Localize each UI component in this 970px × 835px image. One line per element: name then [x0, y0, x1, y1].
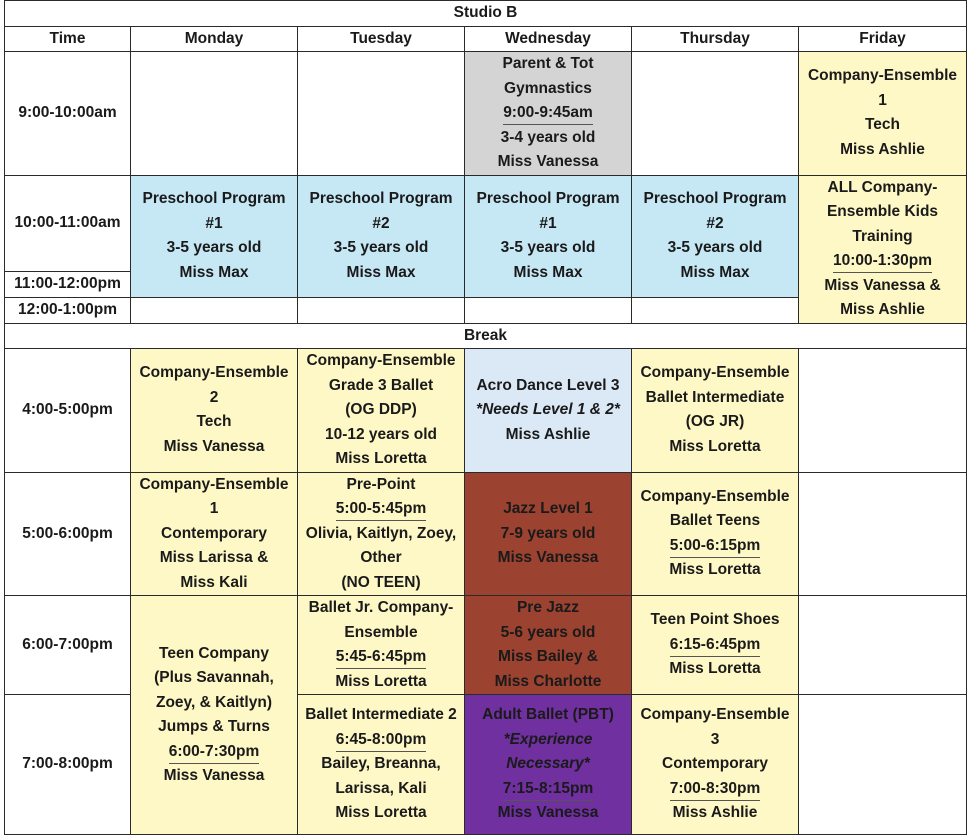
class-line: Company-Ensemble	[640, 706, 790, 724]
class-adult-ballet	[465, 695, 632, 835]
time-cell: 11:00-12:00pm	[5, 272, 131, 298]
class-line: 7-9 years old	[500, 524, 596, 542]
class-line: Parent & Tot	[502, 55, 594, 72]
header-time: Time	[5, 26, 131, 52]
class-line: 10-12 years old	[324, 425, 437, 443]
class-line: Teen Point Shoes	[650, 611, 780, 629]
class-line: Miss Vanessa	[163, 767, 265, 784]
class-contemporary	[131, 472, 298, 596]
class-line: Company-Ensemble	[139, 364, 289, 382]
class-line: Miss Vanessa	[497, 549, 599, 566]
class-line: #1	[539, 214, 557, 232]
class-ballet-teens	[632, 472, 799, 596]
schedule-title: Studio B	[5, 1, 967, 27]
class-line: 2	[209, 388, 219, 406]
schedule-table	[4, 0, 967, 835]
header-tuesday: Tuesday	[298, 26, 465, 52]
class-line: Miss Vanessa &	[824, 276, 941, 294]
class-line: Necessary*	[506, 755, 590, 773]
class-line: 1	[878, 91, 887, 109]
class-pre-point	[298, 472, 465, 596]
class-time: 9:00-9:45am	[503, 102, 593, 125]
empty-cell	[632, 297, 799, 323]
class-ballet-intermediate	[632, 349, 799, 473]
class-line: 3-5 years old	[500, 239, 596, 257]
class-line: Bailey, Breanna,	[321, 755, 441, 773]
class-line: (Plus Savannah,	[154, 669, 274, 686]
class-line: Ballet Teens	[669, 512, 761, 530]
class-line: Miss Ashlie	[840, 301, 925, 318]
class-preschool-tuesday	[298, 175, 465, 297]
class-line: #2	[372, 214, 390, 232]
class-time: 7:15-8:15pm	[503, 778, 593, 801]
class-line: Miss Larissa &	[159, 549, 269, 566]
header-thursday: Thursday	[632, 26, 799, 52]
empty-cell	[131, 297, 298, 323]
class-time: 5:00-6:15pm	[670, 535, 760, 558]
class-line: Grade 3 Ballet	[328, 376, 434, 394]
class-line: Tech	[196, 413, 232, 431]
class-line: Teen Company	[159, 644, 269, 662]
class-line: Adult Ballet (PBT)	[482, 706, 614, 724]
class-acro-dance	[465, 349, 632, 473]
class-company-ensemble-2-tech	[131, 349, 298, 473]
class-line: Jazz Level 1	[503, 500, 593, 517]
empty-cell	[465, 297, 632, 323]
class-line: Company-Ensemble	[306, 352, 456, 369]
class-time: 5:45-6:45pm	[336, 646, 426, 669]
class-kids-training	[799, 175, 967, 323]
class-time: 10:00-1:30pm	[833, 250, 932, 273]
class-line: 1	[209, 500, 219, 517]
class-line: Preschool Program	[142, 190, 286, 208]
class-line: Ballet Jr. Company-	[308, 599, 454, 616]
class-line: Preschool Program	[309, 190, 453, 208]
break-row: Break	[5, 323, 967, 349]
class-line: Pre-Point	[346, 475, 416, 493]
class-line: #2	[706, 214, 724, 232]
empty-cell	[799, 695, 967, 835]
class-line: Other	[360, 549, 402, 566]
class-preschool-wednesday	[465, 175, 632, 297]
class-line: *Needs Level 1 & 2*	[476, 401, 620, 418]
class-line: Preschool Program	[476, 190, 620, 208]
class-line: 3-5 years old	[667, 239, 763, 257]
class-jazz-level-1	[465, 472, 632, 596]
empty-cell	[799, 596, 967, 695]
class-line: ALL Company-	[827, 178, 938, 196]
header-wednesday: Wednesday	[465, 26, 632, 52]
class-line: Miss Max	[680, 263, 750, 281]
class-time: 5:00-5:45pm	[336, 498, 426, 521]
class-time: 7:00-8:30pm	[670, 778, 760, 801]
class-line: Miss Loretta	[669, 561, 761, 579]
class-line: Company-Ensemble	[640, 364, 790, 382]
class-grade3-ballet	[298, 349, 465, 473]
class-teen-point-shoes	[632, 596, 799, 695]
class-line: Miss Ashlie	[505, 425, 591, 443]
class-line: Tech	[864, 116, 901, 134]
class-line: Miss Max	[346, 263, 416, 281]
time-cell: 4:00-5:00pm	[5, 349, 131, 473]
header-monday: Monday	[131, 26, 298, 52]
class-time: 6:45-8:00pm	[336, 729, 426, 752]
empty-cell	[799, 349, 967, 473]
class-line: #1	[205, 214, 223, 232]
class-preschool-monday	[131, 175, 298, 297]
class-line: Miss Vanessa	[497, 153, 599, 170]
class-line: Miss Vanessa	[163, 437, 265, 455]
class-line: Larissa, Kali	[335, 779, 427, 797]
class-line: 3-4 years old	[500, 128, 596, 146]
class-line: Company-Ensemble	[640, 487, 790, 505]
class-company-ensemble-1-tech	[799, 52, 967, 176]
class-line: Olivia, Kaitlyn, Zoey,	[305, 524, 457, 542]
class-line: (NO TEEN)	[341, 573, 421, 591]
class-ballet-intermediate-2	[298, 695, 465, 835]
class-line: Miss Kali	[180, 573, 248, 591]
time-cell: 12:00-1:00pm	[5, 297, 131, 323]
time-cell: 5:00-6:00pm	[5, 472, 131, 596]
class-line: Zoey, & Kaitlyn)	[156, 693, 272, 711]
class-line: Acro Dance Level 3	[476, 376, 620, 394]
class-line: Ensemble	[344, 623, 418, 641]
empty-cell	[131, 52, 298, 176]
class-line: Miss Loretta	[669, 660, 761, 678]
class-line: (OG DDP)	[345, 401, 417, 418]
class-line: Preschool Program	[643, 190, 787, 208]
class-line: Miss Vanessa	[497, 804, 599, 822]
time-cell: 6:00-7:00pm	[5, 596, 131, 695]
class-line: Pre Jazz	[516, 599, 580, 616]
class-line: *Experience	[503, 730, 593, 748]
header-friday: Friday	[799, 26, 967, 52]
empty-cell	[799, 472, 967, 596]
class-line: Company-Ensemble	[139, 475, 289, 493]
class-line: (OG JR)	[685, 413, 745, 431]
class-pre-jazz	[465, 596, 632, 695]
class-parent-tot-gymnastics	[465, 52, 632, 176]
class-line: 3	[710, 730, 720, 748]
class-line: Miss Max	[513, 263, 583, 281]
class-line: Miss Loretta	[335, 672, 427, 690]
class-line: Miss Charlotte	[494, 672, 602, 690]
time-cell: 7:00-8:00pm	[5, 695, 131, 835]
empty-cell	[298, 52, 465, 176]
time-cell: 9:00-10:00am	[5, 52, 131, 176]
class-line: 3-5 years old	[333, 239, 429, 257]
class-line: Jumps & Turns	[158, 718, 270, 735]
class-line: Company-Ensemble	[807, 67, 957, 85]
class-line: 3-5 years old	[166, 239, 262, 257]
class-line: Miss Loretta	[669, 437, 761, 455]
class-ballet-jr	[298, 596, 465, 695]
class-line: Contemporary	[662, 755, 768, 773]
class-preschool-thursday	[632, 175, 799, 297]
class-line: Ballet Intermediate	[645, 388, 785, 406]
class-line: Contemporary	[161, 524, 267, 542]
class-line: Gymnastics	[504, 79, 592, 97]
class-line: Ensemble Kids	[826, 203, 939, 220]
empty-cell	[298, 297, 465, 323]
class-line: Miss Loretta	[335, 450, 427, 467]
time-cell: 10:00-11:00am	[5, 175, 131, 272]
class-line: Miss Ashlie	[840, 140, 925, 158]
class-line: 5-6 years old	[500, 623, 596, 641]
class-company-ensemble-3	[632, 695, 799, 835]
class-time: 6:15-6:45pm	[670, 634, 760, 657]
class-line: Training	[852, 227, 913, 245]
class-line: Miss Max	[179, 263, 249, 281]
class-line: Ballet Intermediate 2	[305, 706, 457, 724]
empty-cell	[632, 52, 799, 176]
class-line: Miss Loretta	[335, 804, 427, 822]
class-line: Miss Bailey &	[498, 648, 598, 665]
class-time: 6:00-7:30pm	[169, 741, 259, 764]
class-line: Miss Ashlie	[672, 804, 758, 822]
class-teen-company	[131, 596, 298, 835]
